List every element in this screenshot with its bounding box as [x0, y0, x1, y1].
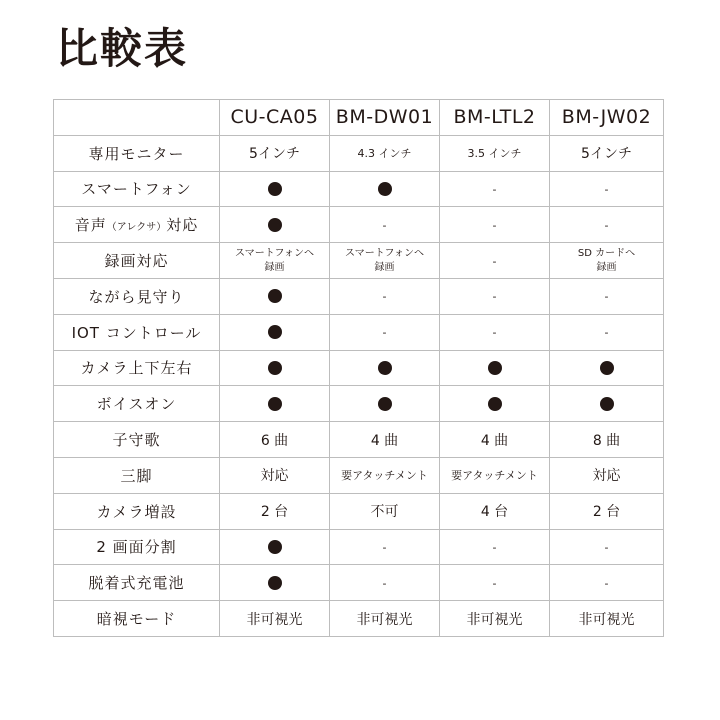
- table-cell: 要アタッチメント: [330, 457, 440, 493]
- supported-dot-icon: [268, 325, 282, 339]
- table-cell: [220, 278, 330, 314]
- not-supported-dash: -: [382, 576, 387, 590]
- table-cell: [550, 529, 664, 565]
- cell-text-line: SD カードへ: [577, 248, 636, 260]
- table-cell: 不可: [330, 493, 440, 529]
- table-header-row: [54, 100, 664, 136]
- not-supported-dash: -: [604, 576, 609, 590]
- comparison-table: [53, 99, 664, 637]
- supported-dot-icon: [378, 182, 392, 196]
- table-cell: [550, 565, 664, 601]
- column-header-bm-dw01: BM-DW01: [330, 100, 440, 136]
- table-row: [54, 529, 664, 565]
- row-label: [54, 207, 220, 243]
- row-label: IOT コントロール: [54, 314, 220, 350]
- cell-text-line: 録画: [596, 261, 617, 273]
- table-row: [54, 601, 664, 637]
- table-cell: [440, 314, 550, 350]
- not-supported-dash: -: [382, 540, 387, 554]
- table-row: [54, 243, 664, 279]
- row-label: 脱着式充電池: [54, 565, 220, 601]
- supported-dot-icon: [600, 361, 614, 375]
- supported-dot-icon: [268, 289, 282, 303]
- supported-dot-icon: [268, 397, 282, 411]
- not-supported-dash: -: [604, 540, 609, 554]
- not-supported-dash: -: [492, 290, 497, 304]
- row-label: カメラ増設: [54, 493, 220, 529]
- supported-dot-icon: [488, 361, 502, 375]
- table-cell: [220, 314, 330, 350]
- not-supported-dash: -: [604, 326, 609, 340]
- row-label: カメラ上下左右: [54, 350, 220, 386]
- table-cell: [220, 565, 330, 601]
- row-label: 暗視モード: [54, 601, 220, 637]
- table-cell: 8 曲: [550, 422, 664, 458]
- row-label: 三脚: [54, 457, 220, 493]
- not-supported-dash: -: [604, 182, 609, 196]
- row-label: ながら見守り: [54, 278, 220, 314]
- supported-dot-icon: [268, 540, 282, 554]
- table-cell: [220, 350, 330, 386]
- supported-dot-icon: [268, 361, 282, 375]
- table-body: [54, 135, 664, 636]
- table-cell: [330, 207, 440, 243]
- table-cell: [220, 207, 330, 243]
- not-supported-dash: -: [382, 326, 387, 340]
- table-cell: 6 曲: [220, 422, 330, 458]
- table-cell: [440, 278, 550, 314]
- cell-text-line: スマートフォンへ: [345, 248, 424, 260]
- not-supported-dash: -: [492, 326, 497, 340]
- table-cell: [330, 278, 440, 314]
- supported-dot-icon: [488, 397, 502, 411]
- table-cell: 非可視光: [220, 601, 330, 637]
- not-supported-dash: -: [492, 576, 497, 590]
- table-cell: 対応: [220, 457, 330, 493]
- cell-text-line: 録画: [264, 261, 285, 273]
- row-label-main: 音声: [74, 216, 107, 235]
- row-label: 専用モニター: [54, 135, 220, 171]
- row-label: スマートフォン: [54, 171, 220, 207]
- table-cell: [220, 243, 330, 279]
- cell-text-line: 録画: [374, 261, 395, 273]
- table-row: [54, 350, 664, 386]
- table-row: [54, 207, 664, 243]
- not-supported-dash: -: [604, 218, 609, 232]
- cell-text-line: スマートフォンへ: [235, 248, 314, 260]
- table-cell: [440, 565, 550, 601]
- table-cell: 4 台: [440, 493, 550, 529]
- table-cell: [330, 243, 440, 279]
- table-cell: 要アタッチメント: [440, 457, 550, 493]
- table-row: [54, 386, 664, 422]
- table-cell: [330, 350, 440, 386]
- table-cell: [550, 171, 664, 207]
- supported-dot-icon: [378, 397, 392, 411]
- table-cell: [550, 243, 664, 279]
- table-cell: [440, 350, 550, 386]
- table-row: [54, 422, 664, 458]
- row-label: ボイスオン: [54, 386, 220, 422]
- table-cell: [550, 314, 664, 350]
- column-header-cu-ca05: CU-CA05: [220, 100, 330, 136]
- table-cell: 対応: [550, 457, 664, 493]
- table-cell: [550, 350, 664, 386]
- table-cell: 非可視光: [440, 601, 550, 637]
- supported-dot-icon: [268, 182, 282, 196]
- table-cell: [440, 207, 550, 243]
- column-header-bm-jw02: BM-JW02: [550, 100, 664, 136]
- not-supported-dash: -: [604, 290, 609, 304]
- table-row: [54, 493, 664, 529]
- row-label-end: 対応: [166, 216, 199, 235]
- supported-dot-icon: [268, 576, 282, 590]
- table-cell: [440, 243, 550, 279]
- supported-dot-icon: [268, 218, 282, 232]
- not-supported-dash: -: [382, 218, 387, 232]
- table-cell: [330, 314, 440, 350]
- table-cell: 非可視光: [550, 601, 664, 637]
- table-cell: [330, 529, 440, 565]
- table-row: [54, 135, 664, 171]
- supported-dot-icon: [600, 397, 614, 411]
- table-row: [54, 314, 664, 350]
- table-row: [54, 565, 664, 601]
- table-cell: 4.3 インチ: [330, 135, 440, 171]
- table-cell: [550, 386, 664, 422]
- table-row: [54, 457, 664, 493]
- page-title: 比較表: [56, 24, 189, 73]
- table-cell: 4 曲: [330, 422, 440, 458]
- table-cell: 5インチ: [220, 135, 330, 171]
- table-cell: [550, 278, 664, 314]
- table-row: [54, 278, 664, 314]
- table-cell: 非可視光: [330, 601, 440, 637]
- table-cell: [330, 565, 440, 601]
- table-cell: [220, 529, 330, 565]
- table-cell: [440, 171, 550, 207]
- not-supported-dash: -: [492, 254, 497, 268]
- not-supported-dash: -: [492, 218, 497, 232]
- table-cell: [220, 171, 330, 207]
- row-label: 子守歌: [54, 422, 220, 458]
- table-cell: [330, 171, 440, 207]
- table-cell: 4 曲: [440, 422, 550, 458]
- column-header-bm-ltl2: BM-LTL2: [440, 100, 550, 136]
- table-cell: [440, 529, 550, 565]
- table-cell: 2 台: [550, 493, 664, 529]
- table-row: [54, 171, 664, 207]
- table-cell: 3.5 インチ: [440, 135, 550, 171]
- row-label: 2 画面分割: [54, 529, 220, 565]
- table-cell: [440, 386, 550, 422]
- header-corner-cell: [54, 100, 220, 136]
- row-label: 録画対応: [54, 243, 220, 279]
- not-supported-dash: -: [492, 182, 497, 196]
- supported-dot-icon: [378, 361, 392, 375]
- table-cell: [330, 386, 440, 422]
- table-cell: [550, 207, 664, 243]
- table-cell: 2 台: [220, 493, 330, 529]
- table-cell: 5インチ: [550, 135, 664, 171]
- row-label-paren: （アレクサ）: [106, 222, 167, 234]
- not-supported-dash: -: [492, 540, 497, 554]
- table-cell: [220, 386, 330, 422]
- not-supported-dash: -: [382, 290, 387, 304]
